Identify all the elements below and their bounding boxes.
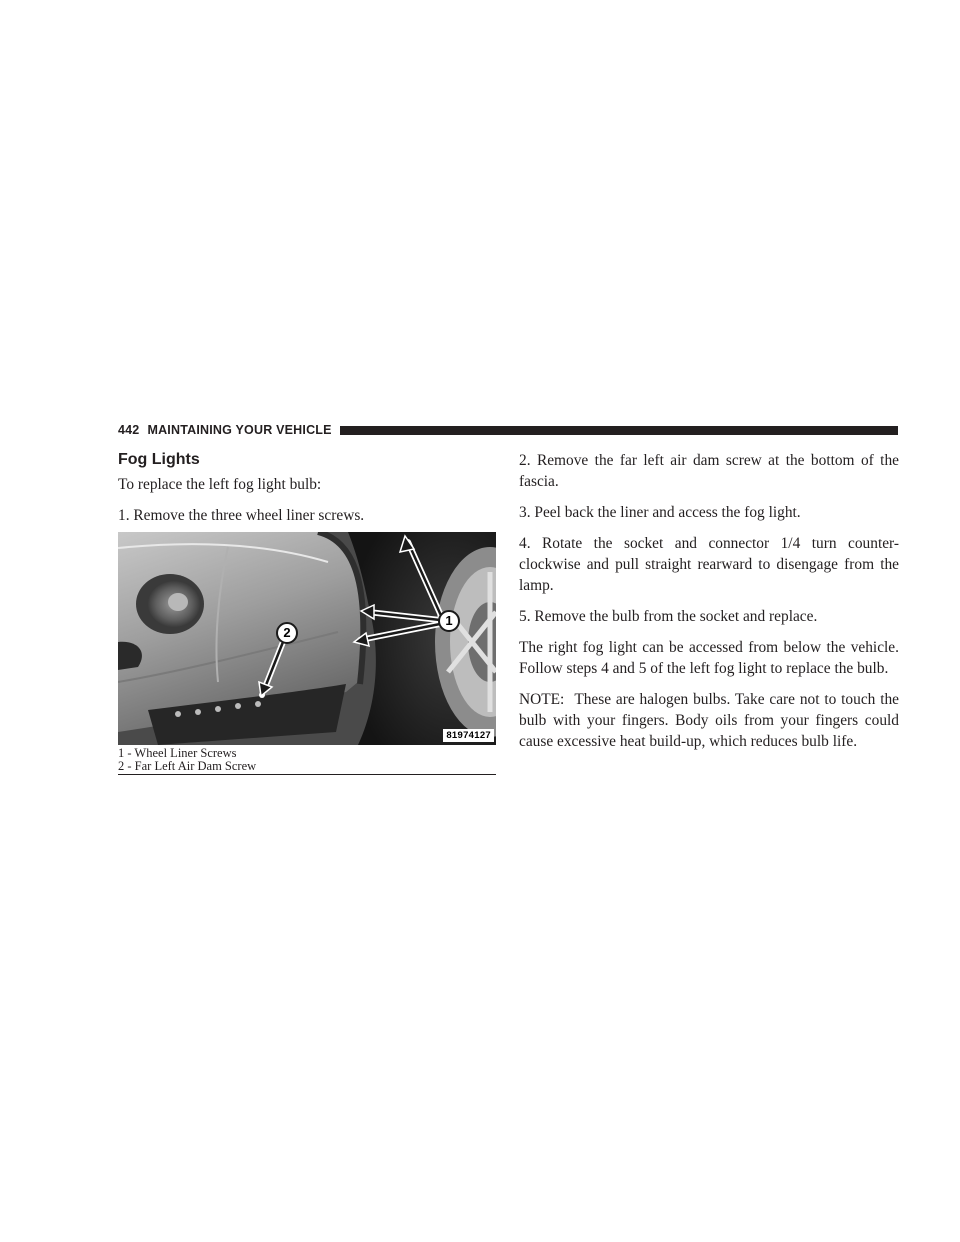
step-2-text: 2. Remove the far left air dam screw at the bottom of the fascia.	[519, 452, 899, 490]
fog-light-figure	[118, 532, 496, 745]
step-5-text: 5. Remove the bulb from the socket and replace.	[519, 608, 818, 625]
intro-text: To replace the left fog light bulb:	[118, 476, 322, 493]
left-column	[118, 450, 496, 775]
note-paragraph	[519, 689, 899, 752]
figure-code: 81974127	[443, 729, 494, 742]
fog-light-illustration	[118, 532, 496, 745]
caption-1: 1 - Wheel Liner Screws	[118, 746, 237, 760]
step-4-text: 4. Rotate the socket and connector 1/4 turn counter-clockwise and pull straight rearward to disengage from the lamp.	[519, 535, 899, 594]
fog-lights-heading: Fog Lights	[118, 451, 200, 468]
right-fog-text: The right fog light can be accessed from below the vehicle. Follow steps 4 and 5 of the left fog light to replace the bulb.	[519, 639, 899, 677]
callout-2: 2	[276, 622, 298, 644]
header-rule	[340, 426, 898, 435]
step-3-text: 3. Peel back the liner and access the fog light.	[519, 504, 801, 521]
page-number: 442	[118, 423, 140, 437]
section-title: MAINTAINING YOUR VEHICLE	[147, 423, 332, 437]
callout-1: 1	[438, 610, 460, 632]
page-header	[118, 422, 898, 438]
right-column	[519, 450, 899, 762]
note-text: These are halogen bulbs. Take care not to touch the bulb with your fingers. Body oils from your fingers could cause excessive heat build-up, which reduces bulb life.	[519, 691, 899, 750]
note-label: NOTE:	[519, 691, 565, 708]
step-1-text: 1. Remove the three wheel liner screws.	[118, 507, 365, 524]
caption-2: 2 - Far Left Air Dam Screw	[118, 759, 257, 773]
figure-captions	[118, 747, 496, 775]
